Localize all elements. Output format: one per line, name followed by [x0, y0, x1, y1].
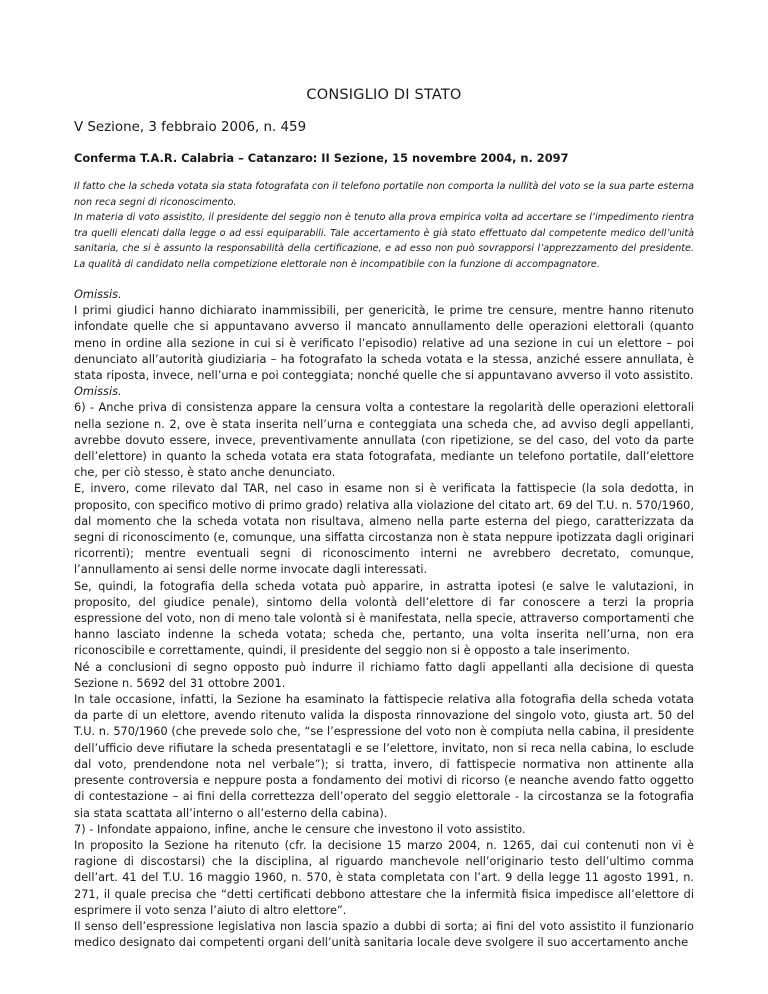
headnote-paragraph: Il fatto che la scheda votata sia stata fotografata con il telefono portatile non comporta la nullità del voto se la sua parte esterna non reca segni di riconoscimento.: [74, 181, 694, 208]
body-paragraph: Omissis.: [74, 384, 122, 399]
body-paragraph: E, invero, come rilevato dal TAR, nel caso in esame non si è verificata la fattispecie (la sola dedotta, in proposito, con specifico motivo di primo grado) relativa alla violazione del citato art. 69 del T.U. n. 570/1960, dal momento che la scheda votata non risultava, almeno nella parte esterna del piego, caratterizzata da segni di riconoscimento (e, comunque, una siffatta circostanza non è stata neppure ipotizzata dagli originari ricorrenti); mentre eventuali segni di riconoscimento interni ne avrebbero decretato, comunque, l’annullamento ai sensi delle norme invocate dagli interessati.: [74, 481, 694, 577]
body-paragraph: 6) - Anche priva di consistenza appare la censura volta a contestare la regolarità delle operazioni elettorali nella sezione n. 2, ove è stata inserita nell’urna e conteggiata una scheda che, ad avviso degli appellanti, avrebbe dovuto essere, invece, preventivamente annullata (con ripetizione, se del caso, del voto da parte dell’elettore) in quanto la scheda votata era stata fotografata, mediante un telefono portatile, dall’elettore che, per ciò stesso, è stato anche denunciato.: [74, 400, 694, 480]
body-paragraph: 7) - Infondate appaiono, infine, anche le censure che investono il voto assistito.: [74, 821, 526, 836]
decision-body: [74, 286, 694, 950]
body-paragraph: I primi giudici hanno dichiarato inammissibili, per genericità, le prime tre censure, mentre hanno ritenuto infondate quelle che si appuntavano avverso il mancato annullamento delle operazioni elettorali (quanto meno in ordine alla sezione in cui si è verificato l’episodio) relative ad una sezione in cui un elettore – poi denunciato all’autorità giudiziaria – ha fotografato la scheda votata e la stessa, anziché essere annullata, è stata riposta, invece, nell’urna e poi conteggiata; nonché quelle che si appuntavano avverso il voto assistito.: [74, 303, 694, 383]
body-paragraph: In proposito la Sezione ha ritenuto (cfr. la decisione 15 marzo 2004, n. 1265, dai cui contenuti non vi è ragione di discostarsi) che la disciplina, al riguardo manchevole nell’originario testo dell’ultimo comma dell’art. 41 del T.U. 16 maggio 1960, n. 570, è stata completata con l’art. 9 della legge 11 agosto 1991, n. 271, il quale precisa che “detti certificati debbono attestare che la infermità fisica impedisce all’elettore di esprimere il voto senza l’aiuto di altro elettore”.: [74, 837, 694, 917]
decision-reference: V Sezione, 3 febbraio 2006, n. 459: [74, 120, 307, 135]
body-paragraph: Né a conclusioni di segno opposto può indurre il richiamo fatto dagli appellanti alla decisione di questa Sezione n. 5692 del 31 ottobre 2001.: [74, 659, 694, 690]
body-paragraph: Omissis.: [74, 287, 122, 301]
headnotes: [74, 179, 694, 273]
confirmation-reference: Conferma T.A.R. Calabria – Catanzaro: II Sezione, 15 novembre 2004, n. 2097: [74, 151, 569, 165]
body-paragraph: Il senso dell’espressione legislativa non lascia spazio a dubbi di sorta; ai fini del voto assistito il funzionario medico designato dai competenti organi dell’unità sanitaria locale deve svolgere il suo accertamento anche: [74, 918, 694, 950]
headnote-paragraph: In materia di voto assistito, il presidente del seggio non è tenuto alla prova empirica volta ad accertare se l’impedimento rientra tra quelli elencati dalla legge o ad essi equiparabili. Tale accertamento è già stato effettuato dal competente medico dell’unità sanitaria, che si è assunto la responsabilità della certificazione, e ad esso non può sovrapporsi l’apprezzamento del presidente. La qualità di candidato nella competizione elettorale non è incompatibile con la funzione di accompagnatore.: [74, 212, 694, 270]
document-title: CONSIGLIO DI STATO: [306, 87, 462, 103]
body-paragraph: Se, quindi, la fotografia della scheda votata può apparire, in astratta ipotesi (e salve le valutazioni, in proposito, del giudice penale), sintomo della volontà dell’elettore di far conoscere a terzi la propria espressione del voto, non di meno tale volontà si è manifestata, nella specie, attraverso comportamenti che hanno lasciato indenne la scheda votata; scheda che, pertanto, una volta inserita nell’urna, non era riconoscibile e correttamente, quindi, il presidente del seggio non si è opposto a tale inserimento.: [74, 578, 694, 658]
body-paragraph: In tale occasione, infatti, la Sezione ha esaminato la fattispecie relativa alla fotografia della scheda votata da parte di un elettore, avendo ritenuto valida la disposta rinnovazione del singolo voto, giusta art. 50 del T.U. n. 570/1960 (che prevede solo che, “se l’espressione del voto non è compiuta nella cabina, il presidente dell’ufficio deve rifiutare la scheda presentatagli e se l’elettore, invitato, non si reca nella cabina, lo esclude dal voto, prendendone nota nel verbale”); si tratta, invero, di fattispecie normativa non attinente alla presente controversia e neppure posta a fondamento dei motivi di ricorso (e neanche avendo fatto oggetto di contestazione – ai fini della correttezza dell’operato del seggio elettorale - la circostanza se la fotografia sia stata scattata all’interno o all’esterno della cabina).: [74, 692, 694, 820]
